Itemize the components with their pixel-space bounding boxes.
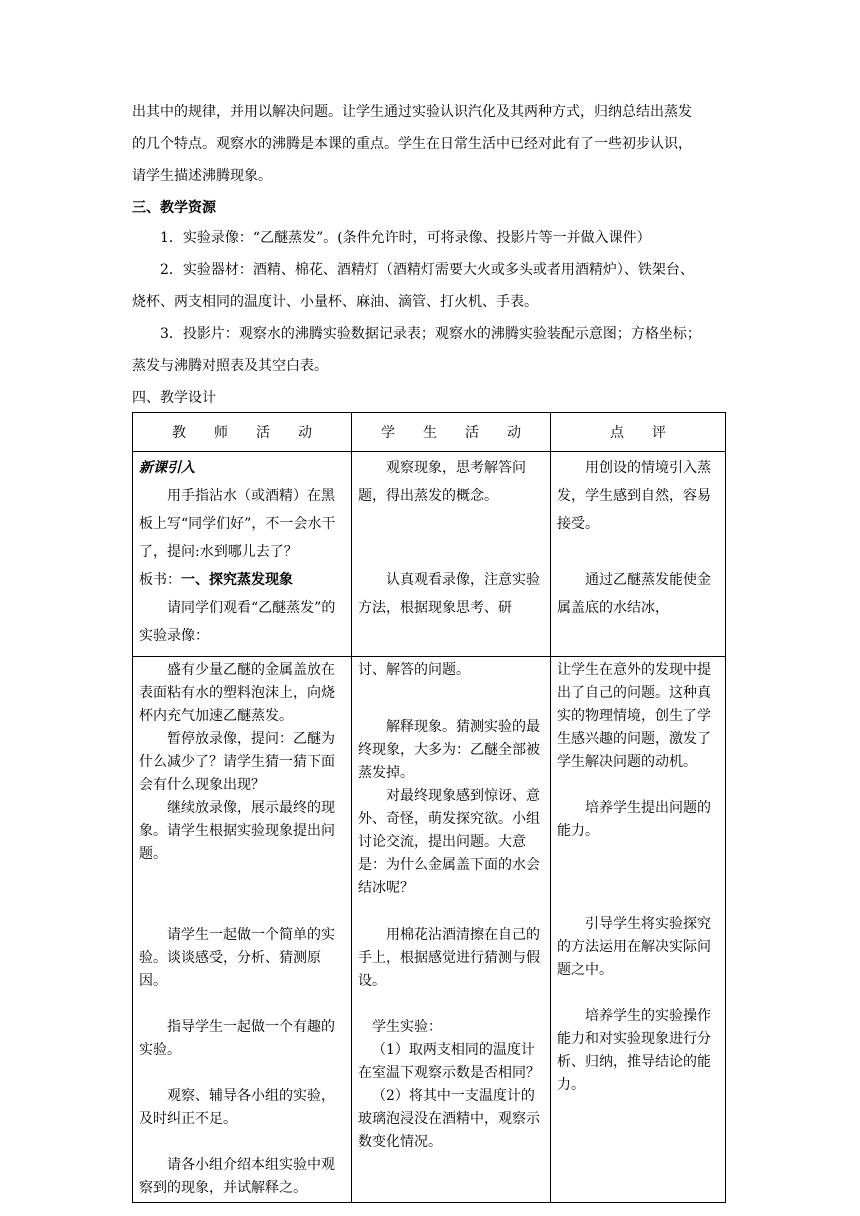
row2-teacher-cell — [133, 657, 352, 1203]
row2-student-cell — [352, 657, 551, 1203]
intro-line-2: 的几个特点。观察水的沸腾是本课的重点。学生在日常生活中已经对此有了一些初步认识， — [132, 136, 692, 152]
row2-student-p7: （2）将其中一支温度计的玻璃泡浸没在酒精中，观察示数变化情况。 — [358, 1088, 540, 1150]
row2-comment-p4: 培养学生的实验操作能力和对实验现象进行分析、归纳，推导结论的能力。 — [557, 1008, 711, 1093]
row2-teacher-p1: 盛有少量乙醚的金属盖放在表面粘有水的塑料泡沫上，向烧杯内充气加速乙醚蒸发。 — [139, 662, 335, 724]
resource-item-2: 2．实验器材：酒精、棉花、酒精灯（酒精灯需要大火或多头或者用酒精炉）、铁架台、 — [160, 262, 694, 278]
row1-student-p2: 认真观看录像，注意实验方法，根据现象思考、研 — [358, 572, 540, 616]
row2-comment-p2: 培养学生提出问题的能力。 — [557, 800, 711, 839]
row1-student-p1: 观察现象，思考解答问题，得出蒸发的概念。 — [358, 460, 526, 504]
document-page — [132, 96, 711, 1203]
row2-teacher-p6: 观察、辅导各小组的实验，及时纠正不足。 — [139, 1088, 335, 1127]
resource-item-3: 3．投影片：观察水的沸腾实验数据记录表；观察水的沸腾实验装配示意图；方格坐标； — [160, 326, 701, 342]
table-row — [133, 452, 726, 657]
row2-student-p6: （1）取两支相同的温度计在室温下观察示数是否相同？ — [358, 1042, 540, 1081]
row1-teacher-p2: 请同学们观看“乙醚蒸发”的实验录像： — [139, 600, 336, 644]
resource-item-2-cont: 烧杯、两支相同的温度计、小量杯、麻油、滴管、打火机、手表。 — [132, 294, 538, 310]
header-comment: 点 评 — [551, 413, 726, 452]
row1-comment-p1: 用创设的情境引入蒸发，学生感到自然，容易接受。 — [557, 460, 711, 532]
header-student: 学 生 活 动 — [352, 413, 551, 452]
section4-title: 四、教学设计 — [132, 390, 216, 406]
board-title: 一、探究蒸发现象 — [181, 572, 293, 588]
resource-item-1: 1．实验录像：“乙醚蒸发”。(条件允许时，可将录像、投影片等一并做入课件） — [160, 230, 651, 246]
header-teacher: 教 师 活 动 — [133, 413, 352, 452]
row2-teacher-p3: 继续放录像，展示最终的现象。请学生根据实验现象提出问题。 — [139, 800, 335, 862]
table-header-row — [133, 413, 726, 452]
row2-comment-p3: 引导学生将实验探究的方法运用在解决实际问题之中。 — [557, 916, 711, 978]
table-row — [133, 657, 726, 1203]
intro-line-3: 请学生描述沸腾现象。 — [132, 168, 272, 184]
row2-teacher-p2: 暂停放录像，提问：乙醚为什么减少了？请学生猜一猜下面会有什么现象出现？ — [139, 731, 335, 793]
row1-teacher-cell — [133, 452, 352, 657]
row2-comment-cell — [551, 657, 726, 1203]
teaching-design-table — [132, 412, 726, 1203]
resource-item-3-cont: 蒸发与沸腾对照表及其空白表。 — [132, 358, 328, 374]
intro-label: 新课引入 — [139, 460, 195, 476]
row1-comment-p2: 通过乙醚蒸发能使金属盖底的水结冰， — [557, 572, 711, 616]
row2-student-p4: 用棉花沾酒清擦在自己的手上，根据感觉进行猜测与假设。 — [358, 927, 540, 989]
row2-student-p3: 对最终现象感到惊讶、意外、奇怪，萌发探究欲。小组讨论交流，提出问题。大意是：为什么金属盖下面的水会结冰呢？ — [358, 788, 540, 896]
row2-teacher-p7: 请各小组介绍本组实验中观察到的现象，并试解释之。 — [139, 1157, 335, 1196]
row2-student-p1: 讨、解答的问题。 — [358, 662, 470, 678]
board-line — [139, 566, 345, 594]
row2-student-p5: 学生实验： — [372, 1019, 442, 1035]
row2-student-p2: 解释现象。猜测实验的最终现象，大多为：乙醚全部被蒸发掉。 — [358, 719, 540, 781]
intro-line-1: 出其中的规律，并用以解决问题。让学生通过实验认识汽化及其两种方式，归纳总结出蒸发 — [132, 104, 692, 120]
row2-teacher-p5: 指导学生一起做一个有趣的实验。 — [139, 1019, 335, 1058]
row2-comment-p1: 让学生在意外的发现中提出了自己的问题。这种真实的物理情境，创生了学生感兴趣的问题，激发了学生解决问题的动机。 — [557, 662, 711, 770]
row1-teacher-p1: 用手指沾水（或酒精）在黑板上写“同学们好”，不一会水干了，提问:水到哪儿去了？ — [139, 488, 336, 560]
row1-comment-cell — [551, 452, 726, 657]
row2-teacher-p4: 请学生一起做一个简单的实验。谈谈感受，分析、猜测原因。 — [139, 927, 335, 989]
board-prefix: 板书： — [139, 572, 181, 588]
section3-title: 三、教学资源 — [132, 200, 216, 216]
row1-student-cell — [352, 452, 551, 657]
